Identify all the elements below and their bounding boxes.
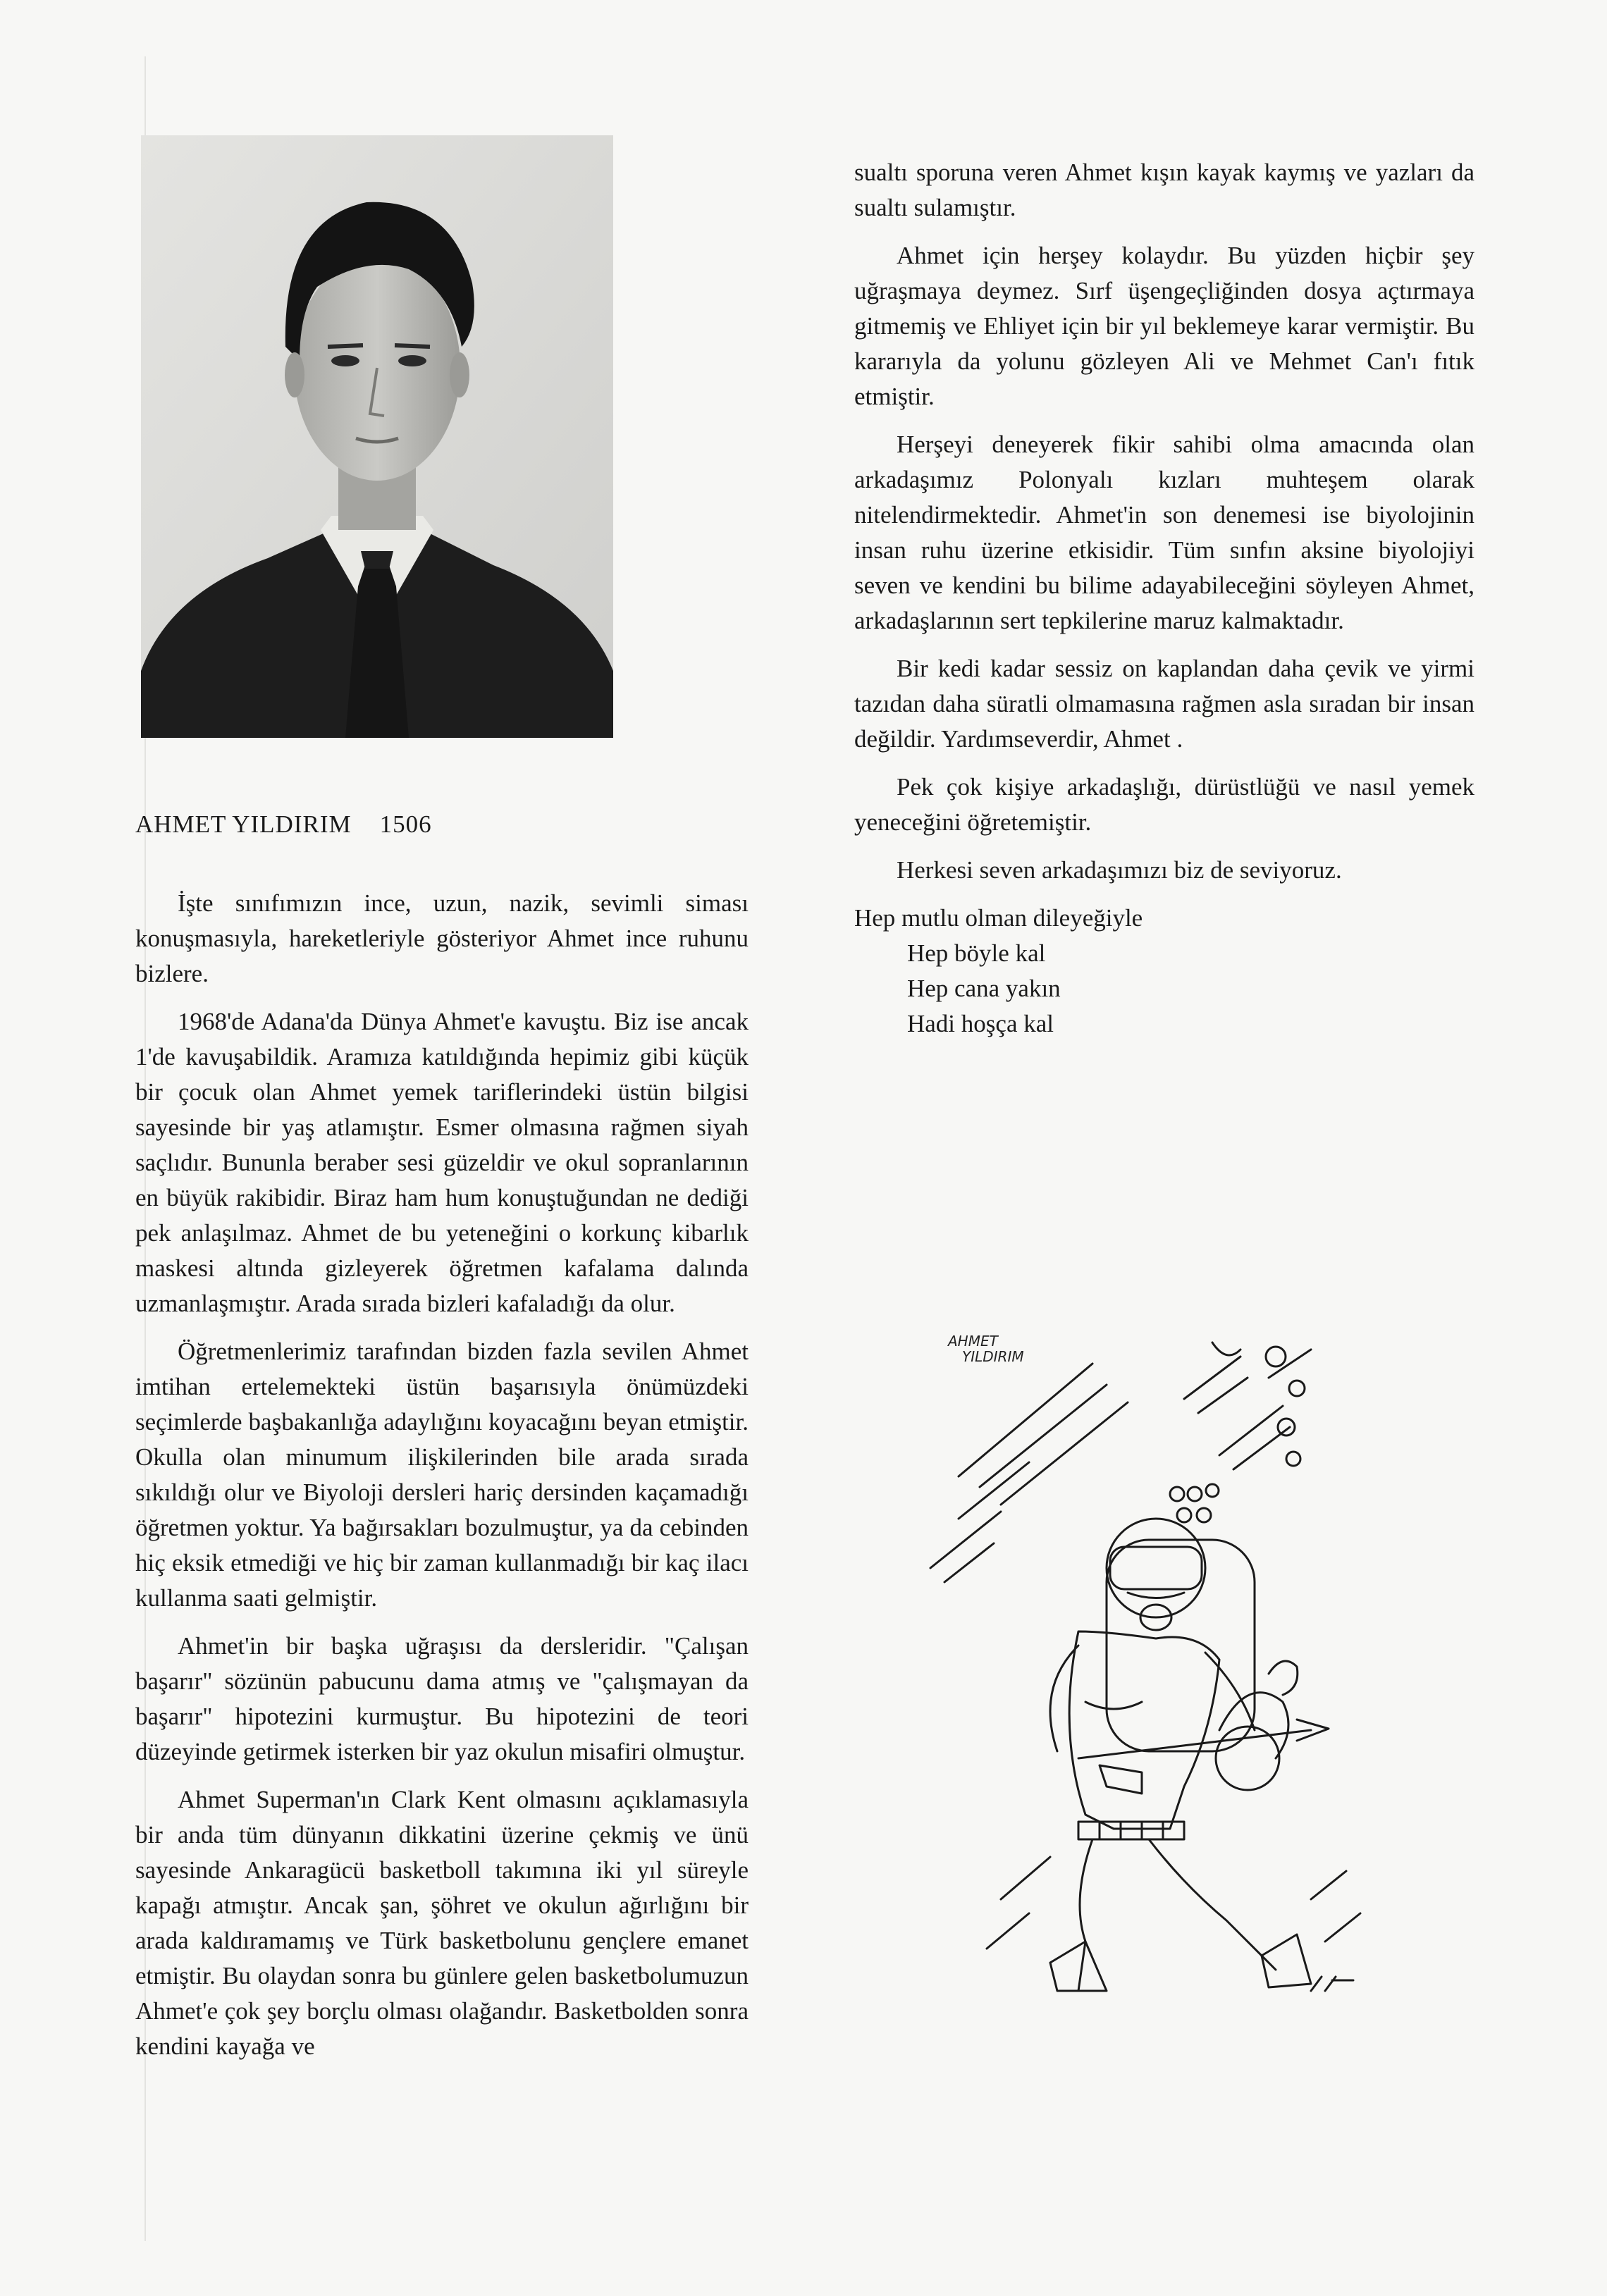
paragraph: Ahmet'in bir başka uğraşısı da dersleridir. "Çalışan başarır" sözünün pabucunu dama atmış ve "çalışmayan da başarır" hipotezini kurmuştur. Bu hipotezini de teori düzeyinde getirmek isterken bir yaz okulun misafiri olmuştur. [135,1632,749,1765]
paragraph: Öğretmenlerimiz tarafından bizden fazla sevilen Ahmet imtihan ertelemekteki üstün başarısıyla önümüzdeki seçimlerde başbakanlığa adaylığını koyacağını beyan etmiştir. Okulla olan minumum ilişkilerinden bile arada sırada sıkıldığı olur ve Biyoloji dersleri hariç dersinden kaçamadığı öğretmen yoktur. Ya bağırsakları bozulmuştur, ya da cebinden hiç eksik etmediği ve hiç bir zaman kullanmadığı bir kaç ilacı kullanma saati gelmiştir. [135,1338,749,1612]
poem-line: Hep mutlu olman dileyeğiyle [854,904,1143,932]
paragraph: Bir kedi kadar sessiz on kaplandan daha çevik ve yirmi tazıdan daha süratli olmamasına rağmen asla sıradan bir insan değildir. Yardımseverdir, Ahmet . [854,655,1474,753]
student-name-heading [135,807,749,842]
farewell-poem [854,901,1474,1042]
poem-line: Hep böyle kal [907,939,1046,967]
paragraph: Ahmet için herşey kolaydır. Bu yüzden hiçbir şey uğraşmaya deymez. Sırf üşengeçliğinden dosya açtırmaya gitmemiş ve Ehliyet için bir yıl beklemeye karar vermiştir. Bu kararıyla da yolunu gözleyen Ali ve Mehmet Can'ı fıtık etmiştir. [854,242,1474,410]
portrait-photo-icon [141,135,613,738]
paragraph: İşte sınıfımızın ince, uzun, nazik, sevimli siması konuşmasıyla, hareketleriyle gösteriyor Ahmet ince ruhunu bizlere. [135,889,749,987]
signature-line: AHMET [948,1333,998,1350]
paragraph: Herşeyi deneyerek fikir sahibi olma amacında olan arkadaşımız Polonyalı kızları muhteşem olarak nitelendirmektedir. Ahmet'in son denemesi ise biyolojinin insan ruhu üzerine etkisidir. Tüm sınfın aksine biyolojiyi seven ve kendini bu bilime adayabileceğini söyleyen Ahmet, arkadaşlarının sert tepkilerine maruz kalmaktadır. [854,431,1474,634]
poem-line: Hep cana yakın [907,975,1061,1002]
student-name: AHMET YILDIRIM [135,810,352,838]
scuba-diver-cartoon [916,1335,1381,2005]
student-portrait-photo [141,135,613,738]
scuba-diver-drawing-icon [916,1335,1381,2005]
paragraph: Ahmet Superman'ın Clark Kent olmasını açıklamasıyla bir anda tüm dünyanın dikkatini üzerine çekmiş ve ünü sayesinde Ankaragücü basketboll takımına iki yıl süreyle kapağı atmıştır. Ancak şan, şöhret ve okulun ağırlığını bir arada kaldıramamış ve Türk basketbolunu gençlere emanet etmiştir. Bu olaydan sonra bu günlere gelen basketbolumuzun Ahmet'e çok şey borçlu olması olağandır. Basketbolden sonra kendini kayağa ve [135,1786,749,2060]
right-text-column [854,155,1474,1042]
paragraph: sualtı sporuna veren Ahmet kışın kayak kaymış ve yazları da sualtı sulamıştır. [854,159,1474,221]
poem-line: Hadi hoşça kal [907,1010,1054,1037]
paragraph: Herkesi seven arkadaşımızı biz de seviyoruz. [897,856,1342,884]
paragraph: 1968'de Adana'da Dünya Ahmet'e kavuştu. Biz ise ancak 1'de kavuşabildik. Aramıza katıldığında hepimiz gibi küçük bir çocuk olan Ahmet yemek tariflerindeki üstün bilgisi sayesinde bir yaş atlamıştır. Esmer olmasına rağmen siyah saçlıdır. Bununla beraber sesi güzeldir ve okul sopranlarının en büyük rakibidir. Biraz ham hum konuştuğundan ne dediği pek anlaşılmaz. Ahmet de bu yeteneğini o korkunç kibarlık maskesi altında gizleyerek öğretmen kafalama dalında uzmanlaşmıştır. Arada sırada bizleri kafaladığı da olur. [135,1008,749,1317]
paragraph: Pek çok kişiye arkadaşlığı, dürüstlüğü ve nasıl yemek yeneceğini öğretemiştir. [854,773,1474,836]
left-text-column [135,807,749,2077]
student-number: 1506 [379,810,432,838]
signature-line: YILDIRIM [962,1348,1024,1365]
